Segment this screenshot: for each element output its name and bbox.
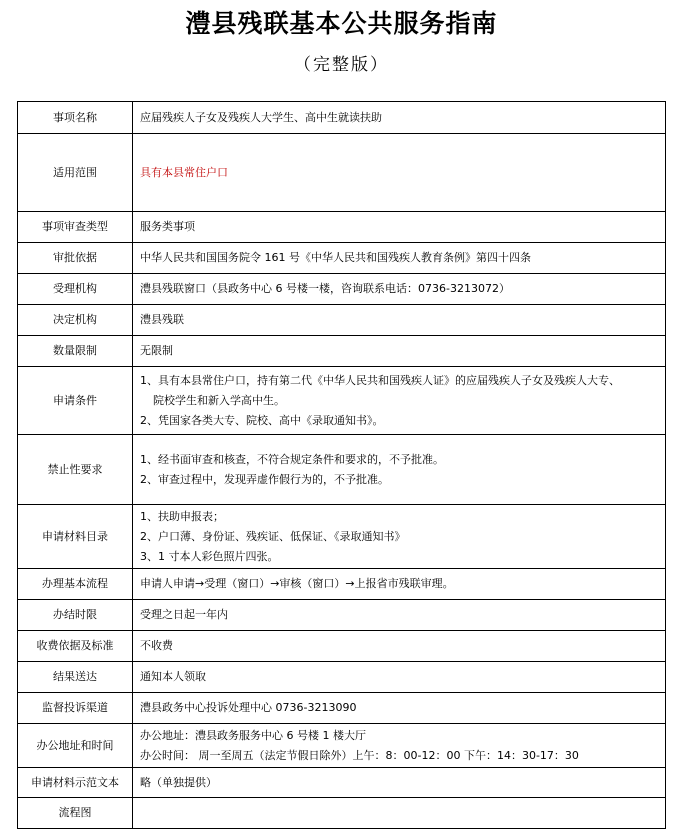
table-row: [18, 631, 666, 662]
table-row: [18, 798, 666, 829]
table-row: [18, 569, 666, 600]
table-row: [18, 693, 666, 724]
table-row: [18, 212, 666, 243]
table-row: [18, 102, 666, 134]
row-label: 办结时限: [18, 600, 133, 631]
table-row: [18, 600, 666, 631]
table-row: [18, 435, 666, 505]
table-row: [18, 724, 666, 768]
row-value: [133, 724, 666, 768]
row-label: 办理基本流程: [18, 569, 133, 600]
row-label: 审批依据: [18, 243, 133, 274]
table-row: [18, 274, 666, 305]
row-value: 申请人申请→受理（窗口）→审核（窗口）→上报省市残联审理。: [133, 569, 666, 600]
row-value: 澧县残联: [133, 305, 666, 336]
prohibition-line: 2、审查过程中，发现弄虚作假行为的，不予批准。: [140, 472, 389, 486]
row-value: [133, 505, 666, 569]
table-row: [18, 336, 666, 367]
row-value: 中华人民共和国国务院令 161 号《中华人民共和国残疾人教育条例》第四十四条: [133, 243, 666, 274]
row-value: 不收费: [133, 631, 666, 662]
row-label: 事项名称: [18, 102, 133, 134]
row-value: [133, 798, 666, 829]
row-value: [133, 435, 666, 505]
row-label: 决定机构: [18, 305, 133, 336]
row-label: 申请材料目录: [18, 505, 133, 569]
table-row: [18, 505, 666, 569]
row-label: 适用范围: [18, 134, 133, 212]
row-label: 申请条件: [18, 367, 133, 435]
row-label: 流程图: [18, 798, 133, 829]
material-line: 2、户口薄、身份证、残疾证、低保证、《录取通知书》: [140, 529, 406, 543]
row-value: 受理之日起一年内: [133, 600, 666, 631]
page-title: 澧县残联基本公共服务指南: [185, 9, 498, 38]
row-value: 澧县政务中心投诉处理中心 0736-3213090: [133, 693, 666, 724]
row-label: 监督投诉渠道: [18, 693, 133, 724]
condition-line: 1、具有本县常住户口，持有第二代《中华人民共和国残疾人证》的应届残疾人子女及残疾人大专、: [140, 373, 620, 387]
condition-line: 2、凭国家各类大专、院校、高中《录取通知书》。: [140, 413, 384, 427]
condition-line: 院校学生和新入学高中生。: [153, 393, 285, 407]
row-value: 服务类事项: [133, 212, 666, 243]
service-guide-table: [17, 101, 666, 829]
table-row: [18, 134, 666, 212]
row-label: 禁止性要求: [18, 435, 133, 505]
row-label: 申请材料示范文本: [18, 768, 133, 798]
table-row: [18, 768, 666, 798]
row-value: [133, 367, 666, 435]
row-value: 具有本县常住户口: [133, 134, 666, 212]
row-label: 结果送达: [18, 662, 133, 693]
row-label: 收费依据及标准: [18, 631, 133, 662]
office-hours: 办公时间： 周一至周五（法定节假日除外）上午：8：00-12：00 下午：14：30-17：30: [140, 748, 579, 762]
row-value: 略（单独提供）: [133, 768, 666, 798]
row-value: 通知本人领取: [133, 662, 666, 693]
office-address: 办公地址：澧县政务服务中心 6 号楼 1 楼大厅: [140, 728, 366, 742]
page-subtitle: （完整版）: [294, 55, 389, 75]
material-line: 3、1 寸本人彩色照片四张。: [140, 549, 279, 563]
row-label: 数量限制: [18, 336, 133, 367]
row-value: 无限制: [133, 336, 666, 367]
row-label: 受理机构: [18, 274, 133, 305]
row-label: 事项审查类型: [18, 212, 133, 243]
prohibition-line: 1、经书面审查和核查，不符合规定条件和要求的，不予批准。: [140, 452, 444, 466]
row-value: 应届残疾人子女及残疾人大学生、高中生就读扶助: [133, 102, 666, 134]
material-line: 1、扶助申报表；: [140, 509, 224, 523]
table-row: [18, 367, 666, 435]
table-row: [18, 662, 666, 693]
row-label: 办公地址和时间: [18, 724, 133, 768]
table-row: [18, 305, 666, 336]
table-row: [18, 243, 666, 274]
row-value: 澧县残联窗口（县政务中心 6 号楼一楼，咨询联系电话：0736-3213072）: [133, 274, 666, 305]
